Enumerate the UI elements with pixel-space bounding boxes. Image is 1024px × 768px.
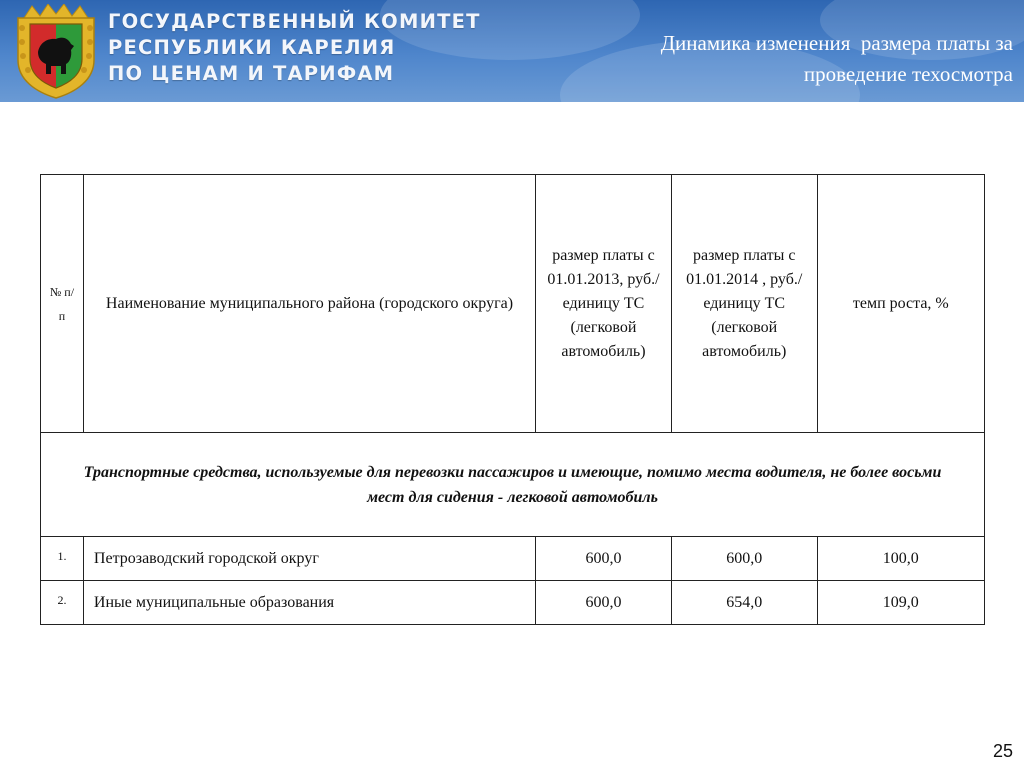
fee-2013-value: 600,0 xyxy=(536,581,672,625)
district-name: Петрозаводский городской округ xyxy=(83,537,535,581)
table-row xyxy=(41,537,985,581)
fee-2014-value: 600,0 xyxy=(671,537,817,581)
organization-name-line: ГОСУДАРСТВЕННЫЙ КОМИТЕТ xyxy=(108,10,481,33)
header-number: № п/ п xyxy=(41,175,84,433)
page-number: 25 xyxy=(992,741,1013,761)
fee-2013-value: 600,0 xyxy=(536,537,672,581)
growth-rate-value: 109,0 xyxy=(817,581,984,625)
section-title: Транспортные средства, используемые для перевозки пассажиров и имеющие, помимо места водителя, не более восьми мест для сидения - легковой автомобиль xyxy=(41,433,985,537)
slide-header xyxy=(0,0,1024,102)
tariff-table xyxy=(40,174,985,625)
table-row xyxy=(41,581,985,625)
district-name: Иные муниципальные образования xyxy=(83,581,535,625)
header-fee-2013: размер платы с 01.01.2013, руб./ единицу ТС (легковой автомобиль) xyxy=(536,175,672,433)
row-number: 2. xyxy=(41,581,84,625)
header-district: Наименование муниципального района (городского округа) xyxy=(83,175,535,433)
table-header-row xyxy=(41,175,985,433)
growth-rate-value: 100,0 xyxy=(817,537,984,581)
fee-2014-value: 654,0 xyxy=(671,581,817,625)
row-number: 1. xyxy=(41,537,84,581)
organization-name xyxy=(108,9,481,87)
organization-name-line: РЕСПУБЛИКИ КАРЕЛИЯ xyxy=(108,36,396,59)
organization-name-line: ПО ЦЕНАМ И ТАРИФАМ xyxy=(108,62,395,85)
slide-title: Динамика изменения размера платы за проведение техосмотра xyxy=(660,31,1013,86)
table-section-row xyxy=(41,433,985,537)
karelia-coat-of-arms-icon xyxy=(14,4,98,99)
header-growth-rate: темп роста, % xyxy=(817,175,984,433)
header-fee-2014: размер платы с 01.01.2014 , руб./ единицу ТС (легковой автомобиль) xyxy=(671,175,817,433)
